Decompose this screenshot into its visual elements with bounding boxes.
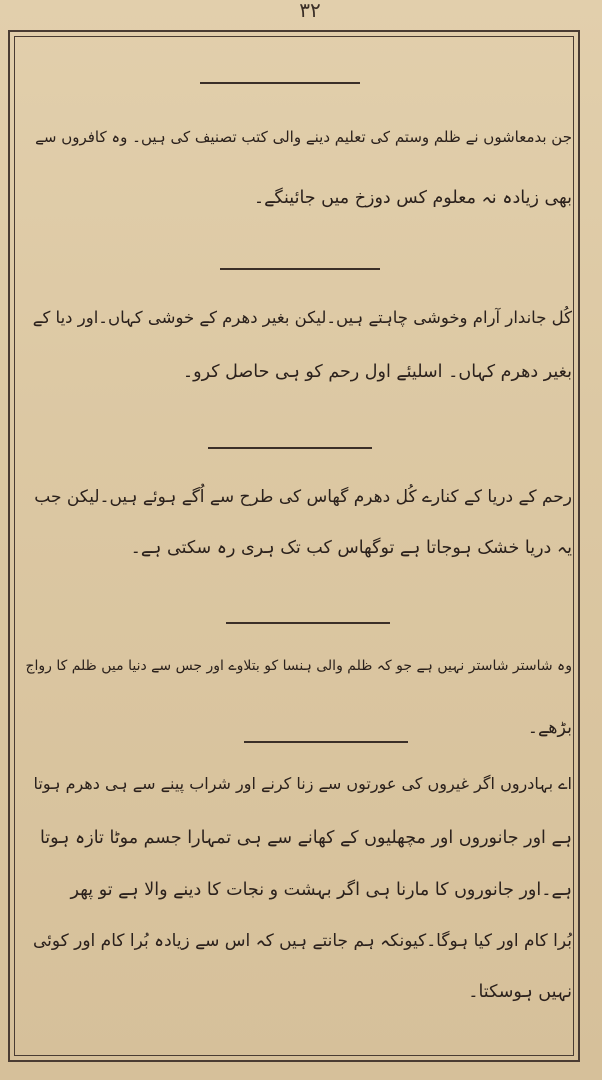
separator-rule (226, 622, 390, 624)
text-line: اے بہادروں اگر غیروں کی عورتوں سے زنا کرنے اور شراب پینے سے ہی دھرم ہوتا (33, 774, 572, 793)
text-line: ہے۔اور جانوروں کا مارنا ہی اگر بہشت و نجات کا دینے والا ہے تو پھر (70, 880, 572, 900)
text-line: بغیر دھرم کہاں۔ اسلیئے اول رحم کو ہی حاصل کرو۔ (182, 362, 572, 382)
paragraph (22, 768, 572, 1048)
text-line: کُل جاندار آرام وخوشی چاہتے ہیں۔لیکن بغیر دھرم کے خوشی کہاں۔اور دیا کے (32, 308, 572, 327)
paragraph (22, 298, 572, 408)
paragraph (22, 118, 572, 228)
paragraph (22, 478, 572, 588)
text-line: بُرا کام اور کیا ہوگا۔کیونکہ ہم جانتے ہیں کہ اس سے زیادہ بُرا کام اور کوئی (32, 931, 572, 951)
separator-rule (200, 82, 360, 84)
paragraph (22, 650, 572, 750)
text-line: وہ شاستر شاستر نہیں ہے جو کہ ظلم والی ہنسا کو بتلاوے اور جس سے دنیا میں ظلم کا رواج (25, 658, 572, 674)
text-line: بڑھے۔ (527, 718, 572, 738)
separator-rule (220, 268, 380, 270)
separator-rule (208, 447, 372, 449)
text-line: ہے اور جانوروں اور مچھلیوں کے کھانے سے ہی تمہارا جسم موٹا تازہ ہوتا (39, 828, 572, 848)
text-line: رحم کے دریا کے کنارے کُل دھرم گھاس کی طرح سے اُگے ہوئے ہیں۔لیکن جب (34, 487, 572, 507)
text-line: جن بدمعاشوں نے ظلم وستم کی تعلیم دینے والی کتب تصنیف کی ہیں۔ وہ کافروں سے (35, 128, 572, 146)
text-line: نہیں ہوسکتا۔ (468, 982, 572, 1002)
text-line: یہ دریا خشک ہوجاتا ہے توگھاس کب تک ہری رہ سکتی ہے۔ (130, 538, 572, 558)
text-line: بھی زیادہ نہ معلوم کس دوزخ میں جائینگے۔ (253, 188, 572, 208)
page-number: ۳۲ (299, 0, 321, 22)
